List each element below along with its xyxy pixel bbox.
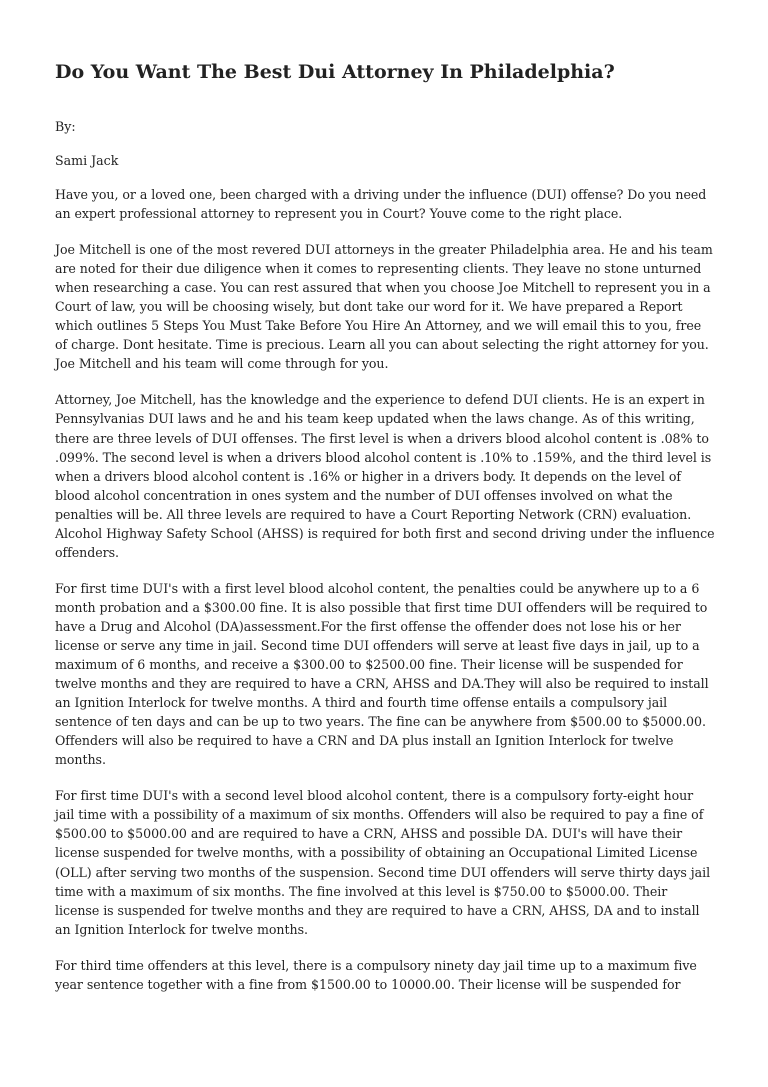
body-paragraph-6: For third time offenders at this level, there is a compulsory ninety day jail time up to a maximum five year sentence together with a fine from $1500.00 to 10000.00. Their license will be suspended for (55, 957, 697, 992)
body-paragraph-5: For first time DUI's with a second level blood alcohol content, there is a compulsory forty-eight hour jail time with a possibility of a maximum of six months. Offenders will also be required to pay a fine of $500.00 to $5000.00 and are required to have a CRN, AHSS and possible DA. DUI's will have their license suspended for twelve months, with a possibility of obtaining an Occupational Limited License (OLL) after serving two months of the suspension. Second time DUI offenders will serve thirty days jail time with a maximum of six months. The fine involved at this level is $750.00 to $5000.00. Their license is suspended for twelve months and they are required to have a CRN, AHSS, DA and to install an Ignition Interlock for twelve months. (55, 788, 711, 937)
body-paragraph-3: Attorney, Joe Mitchell, has the knowledge and the experience to defend DUI clients. He is an expert in Pennsylvanias DUI laws and he and his team keep updated when the laws change. As of this writing, there are three levels of DUI offenses. The first level is when a drivers blood alcohol content is .08% to .099%. The second level is when a drivers blood alcohol content is .10% to .159%, and the third level is when a drivers blood alcohol content is .16% or higher in a drivers body. It depends on the level of blood alcohol concentration in ones system and the number of DUI offenses involved on what the penalties will be. All three levels are required to have a Court Reporting Network (CRN) evaluation. Alcohol Highway Safety School (AHSS) is required for both first and second driving under the influence offenders. (55, 392, 715, 560)
body-paragraph-4: For first time DUI's with a first level blood alcohol content, the penalties could be anywhere up to a 6 month probation and a $300.00 fine. It is also possible that first time DUI offenders will be required to have a Drug and Alcohol (DA)assessment.For the first offense the offender does not lose his or her license or serve any time in jail. Second time DUI offenders will serve at least five days in jail, up to a maximum of 6 months, and receive a $300.00 to $2500.00 fine. Their license will be suspended for twelve months and they are required to have a CRN, AHSS and DA.They will also be required to install an Ignition Interlock for twelve months. A third and fourth time offense entails a compulsory jail sentence of ten days and can be up to two years. The fine can be anywhere from $500.00 to $5000.00. Offenders will also be required to have a CRN and DA plus install an Ignition Interlock for twelve months. (55, 580, 709, 768)
body-paragraph-2: Joe Mitchell is one of the most revered DUI attorneys in the greater Philadelphia area. He and his team are noted for their due diligence when it comes to representing clients. They leave no stone unturned when researching a case. You can rest assured that when you choose Joe Mitchell to represent you in a Court of law, you will be choosing wisely, but dont take our word for it. We have prepared a Report which outlines 5 Steps You Must Take Before You Hire An Attorney, and we will email this to you, free of charge. Dont hesitate. Time is precious. Learn all you can about selecting the right attorney for you. Joe Mitchell and his team will come through for you. (55, 242, 713, 372)
document-page (55, 58, 715, 1011)
author-name: Sami Jack (55, 153, 119, 168)
document-title: Do You Want The Best Dui Attorney In Philadelphia? (55, 61, 615, 83)
byline-label: By: (55, 119, 76, 134)
body-paragraph-1: Have you, or a loved one, been charged with a driving under the influence (DUI) offense? Do you need an expert professional attorney to represent you in Court? Youve come to the right place. (55, 187, 707, 222)
